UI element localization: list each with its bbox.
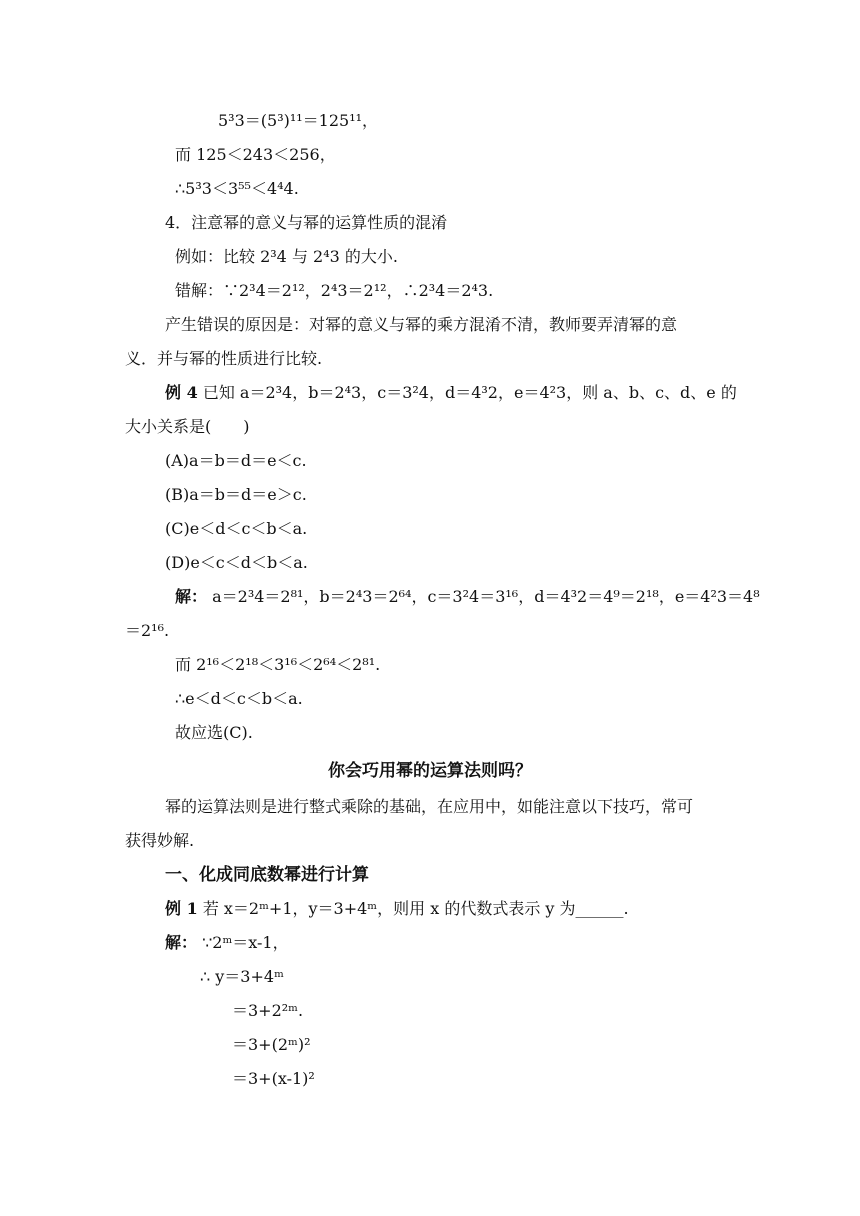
paragraph-line: 获得妙解. [125,831,195,850]
solution-text: ＝3+(x-1)² [232,1069,315,1088]
solution-text: 故应选(C). [175,723,253,742]
paragraph-line: 幂的运算法则是进行整式乘除的基础，在应用中，如能注意以下技巧，常可 [165,797,694,816]
option-c: (C)e＜d＜c＜b＜a. [165,519,308,538]
text-line: 例如：比较 2³4 与 2⁴3 的大小. [175,247,398,266]
solution-text: ＝3+(2ᵐ)² [232,1035,311,1054]
example-text: 若 x＝2ᵐ+1，y＝3+4ᵐ，则用 x 的代数式表示 y 为______. [202,899,629,918]
example-1-line [165,898,629,920]
section-title: 你会巧用幂的运算法则吗？ [328,761,532,781]
example-label: 例 4 [165,383,198,402]
example-text: 大小关系是( ) [125,417,250,436]
solution-label: 解： [165,933,198,952]
solution-text: a＝2³4＝2⁸¹，b＝2⁴3＝2⁶⁴，c＝3²4＝3¹⁶，d＝4³2＝4⁹＝2¹⁸，e＝4²3＝4⁸ [212,587,760,606]
solution-label: 解： [175,587,208,606]
paragraph-line: 产生错误的原因是：对幂的意义与幂的乘方混淆不清，教师要弄清幂的意 [165,315,678,334]
solution-text: ∴e＜d＜c＜b＜a. [175,689,303,708]
solution-text: ＝3+2²ᵐ. [232,1001,304,1020]
solution-text: 而 2¹⁶＜2¹⁸＜3¹⁶＜2⁶⁴＜2⁸¹. [175,655,381,674]
example-label: 例 1 [165,899,198,918]
solution-line [165,932,289,954]
text-line: 错解：∵2³4＝2¹²，2⁴3＝2¹²，∴2³4＝2⁴3. [175,281,494,300]
solution-text: ＝2¹⁶. [125,621,170,640]
option-d: (D)e＜c＜d＜b＜a. [165,553,308,572]
text-line: 而 125＜243＜256， [175,145,336,164]
solution-text: ∴ y＝3+4ᵐ [200,967,284,986]
text-line: ∴5³3＜3⁵⁵＜4⁴4. [175,179,299,198]
solution-text: ∵2ᵐ＝x-1， [202,933,289,952]
list-heading: 4．注意幂的意义与幂的运算性质的混淆 [165,213,448,232]
example-text: 已知 a＝2³4，b＝2⁴3，c＝3²4，d＝4³2，e＝4²3，则 a、b、c、d、e 的 [202,383,737,402]
option-a: (A)a＝b＝d＝e＜c. [165,451,307,470]
example-4-line [165,382,737,404]
subsection-heading: 一、化成同底数幂进行计算 [165,865,369,885]
text-line: 5³3＝(5³)¹¹＝125¹¹， [218,111,379,130]
paragraph-line: 义．并与幂的性质进行比较. [125,349,323,368]
solution-line [175,586,760,608]
option-b: (B)a＝b＝d＝e＞c. [165,485,307,504]
